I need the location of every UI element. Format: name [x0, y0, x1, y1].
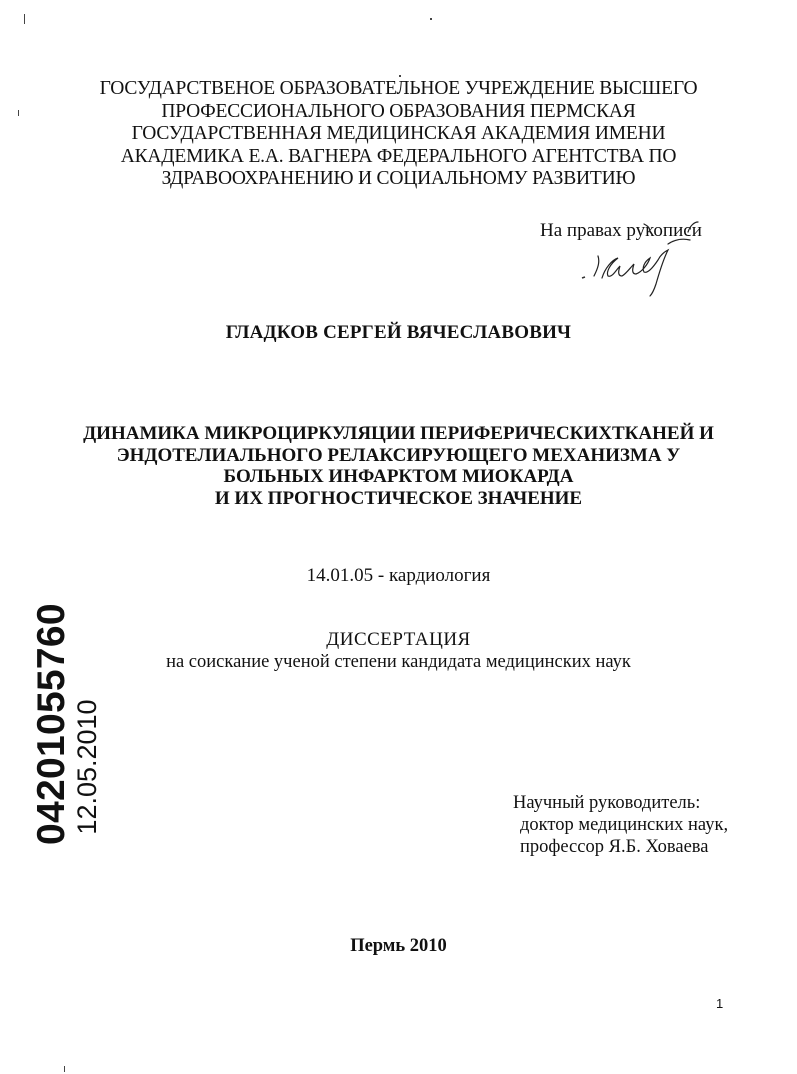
registration-stamp-code: 04201055760	[30, 603, 73, 845]
institution-line: ГОСУДАРСТВЕНОЕ ОБРАЗОВАТЕЛЬНОЕ УЧРЕЖДЕНИЕ ВЫСШЕГО	[99, 78, 698, 99]
scan-mark	[399, 75, 401, 77]
specialty-code: 14.01.05 - кардиология	[306, 565, 491, 586]
supervisor-label: Научный руководитель:	[513, 793, 701, 813]
institution-line: АКАДЕМИКА Е.А. ВАГНЕРА ФЕДЕРАЛЬНОГО АГЕНТСТВА ПО	[120, 145, 677, 167]
institution-line: ЗДРАВООХРАНЕНИЮ И СОЦИАЛЬНОМУ РАЗВИТИЮ	[161, 168, 636, 189]
institution-line: ПРОФЕССИОНАЛЬНОГО ОБРАЗОВАНИЯ ПЕРМСКАЯ	[161, 100, 636, 122]
supervisor-block	[513, 792, 728, 858]
document-type: ДИССЕРТАЦИЯ	[326, 629, 471, 650]
degree-line: на соискание ученой степени кандидата медицинских наук	[166, 652, 631, 672]
scan-mark	[24, 14, 25, 24]
supervisor-degree: доктор медицинских наук,	[520, 815, 729, 835]
scan-mark	[64, 1066, 65, 1072]
supervisor-name: профессор Я.Б. Ховаева	[520, 837, 709, 857]
city-year: Пермь 2010	[350, 936, 447, 956]
signature-icon	[580, 218, 740, 308]
page-number: 1	[716, 996, 724, 1011]
institution-line: ГОСУДАРСТВЕННАЯ МЕДИЦИНСКАЯ АКАДЕМИЯ ИМЕНИ	[131, 123, 666, 144]
title-line: ДИНАМИКА МИКРОЦИРКУЛЯЦИИ ПЕРИФЕРИЧЕСКИХТКАНЕЙ И	[83, 423, 714, 444]
author-name: ГЛАДКОВ СЕРГЕЙ ВЯЧЕСЛАВОВИЧ	[225, 322, 572, 343]
manuscript-rights: На правах рукописи	[540, 220, 702, 241]
scan-mark	[18, 110, 19, 116]
institution-header	[0, 78, 797, 191]
title-line: БОЛЬНЫХ ИНФАРКТОМ МИОКАРДА	[223, 466, 574, 487]
title-line: ЭНДОТЕЛИАЛЬНОГО РЕЛАКСИРУЮЩЕГО МЕХАНИЗМА У	[116, 444, 681, 466]
title-line: И ИХ ПРОГНОСТИЧЕСКОЕ ЗНАЧЕНИЕ	[214, 487, 583, 509]
registration-stamp-date: 12.05.2010	[72, 699, 102, 835]
scan-mark	[430, 18, 432, 20]
dissertation-title	[0, 423, 797, 509]
